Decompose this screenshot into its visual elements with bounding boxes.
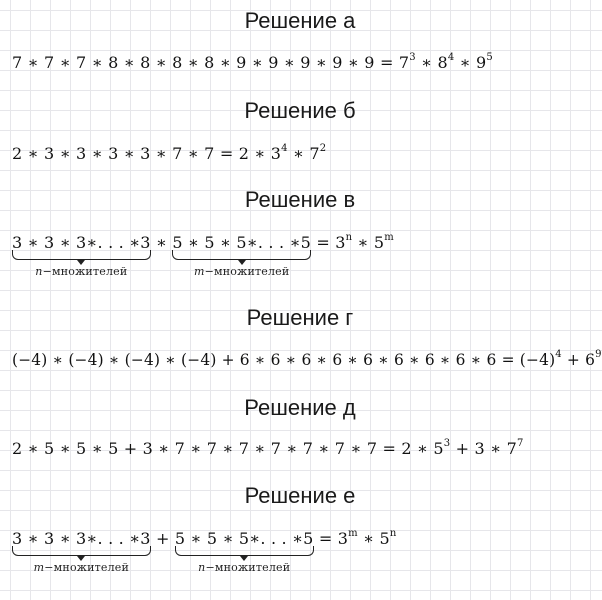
equation-text: ∗ 9: [454, 53, 487, 72]
section-a-equation: [12, 52, 493, 72]
exponent: 4: [281, 143, 288, 154]
brace-variable: m: [193, 265, 205, 278]
section-d-equation: [12, 438, 524, 458]
section-b-heading: Решение б: [244, 98, 356, 123]
equation-text: = 3: [313, 529, 349, 548]
section-g-heading: Решение г: [246, 305, 354, 330]
underbrace-group: [12, 529, 151, 574]
section-e-equation: [12, 528, 397, 574]
operator: +: [150, 529, 175, 548]
exponent: 4: [447, 52, 455, 63]
exponent: n: [345, 232, 353, 243]
brace-variable: m: [33, 561, 45, 574]
exponent: 3: [443, 438, 451, 449]
equation-text: 2 ∗ 5 ∗ 5 ∗ 5 + 3 ∗ 7 ∗ 7 ∗ 7 ∗ 7 ∗ 7 ∗ 7 ∗ 7 = 2 ∗ 5: [12, 439, 444, 458]
underbrace-group: [174, 529, 314, 574]
equation-text: 7 ∗ 7 ∗ 7 ∗ 8 ∗ 8 ∗ 8 ∗ 8 ∗ 9 ∗ 9 ∗ 9 ∗ 9 ∗ 9 = 7: [12, 53, 410, 72]
exponent: 3: [409, 52, 416, 63]
underbrace: [12, 250, 151, 260]
brace-label: [175, 561, 314, 574]
brace-label: [172, 265, 311, 278]
equation-text: ∗ 7: [287, 144, 320, 163]
exponent: 9: [595, 349, 602, 360]
equation-text: (−4) ∗ (−4) ∗ (−4) ∗ (−4) + 6 ∗ 6 ∗ 6 ∗ 6 ∗ 6 ∗ 6 ∗ 6 ∗ 6 ∗ 6 = (−4): [12, 351, 556, 369]
exponent: m: [384, 232, 394, 243]
equation-text: = 3: [311, 233, 346, 252]
brace-label-text: −множителей: [42, 265, 128, 278]
brace-label-text: −множителей: [204, 265, 290, 278]
exponent: n: [389, 528, 397, 539]
equation-text: 2 ∗ 3 ∗ 3 ∗ 3 ∗ 3 ∗ 7 ∗ 7 = 2 ∗ 3: [12, 144, 282, 163]
equation-text: ∗ 8: [415, 53, 448, 72]
underbrace-group: [12, 233, 151, 278]
equation-text: 3 ∗ 3 ∗ 3∗. . . ∗3: [12, 529, 151, 548]
brace-variable: n: [198, 561, 206, 574]
operator: ∗: [150, 233, 173, 252]
brace-label: [12, 265, 151, 278]
section-v-equation: [12, 232, 394, 278]
section-d-heading: Решение д: [244, 395, 356, 420]
equation-text: ∗ 5: [352, 233, 385, 252]
brace-variable: n: [35, 265, 43, 278]
equation-text: 5 ∗ 5 ∗ 5∗. . . ∗5: [174, 529, 314, 548]
brace-label-text: −множителей: [205, 561, 291, 574]
equation-text: + 3 ∗ 7: [450, 439, 517, 458]
underbrace: [175, 546, 314, 556]
exponent: 2: [319, 143, 327, 154]
underbrace: [12, 546, 151, 556]
exponent: 4: [555, 349, 562, 360]
exponent: m: [348, 528, 358, 539]
exponent: 7: [516, 438, 524, 449]
equation-text: 5 ∗ 5 ∗ 5∗. . . ∗5: [172, 233, 312, 252]
equation-text: + 6: [561, 351, 596, 369]
section-g-equation: [12, 349, 602, 369]
section-e-heading: Решение е: [244, 483, 356, 508]
brace-label-text: −множителей: [44, 561, 130, 574]
underbrace: [172, 250, 311, 260]
brace-label: [12, 561, 151, 574]
section-a-heading: Решение а: [244, 8, 356, 33]
exponent: 5: [486, 52, 493, 63]
section-b-equation: [12, 143, 326, 163]
section-v-heading: Решение в: [244, 187, 356, 212]
underbrace-group: [172, 233, 312, 278]
equation-text: 3 ∗ 3 ∗ 3∗. . . ∗3: [12, 233, 151, 252]
equation-text: ∗ 5: [357, 529, 390, 548]
